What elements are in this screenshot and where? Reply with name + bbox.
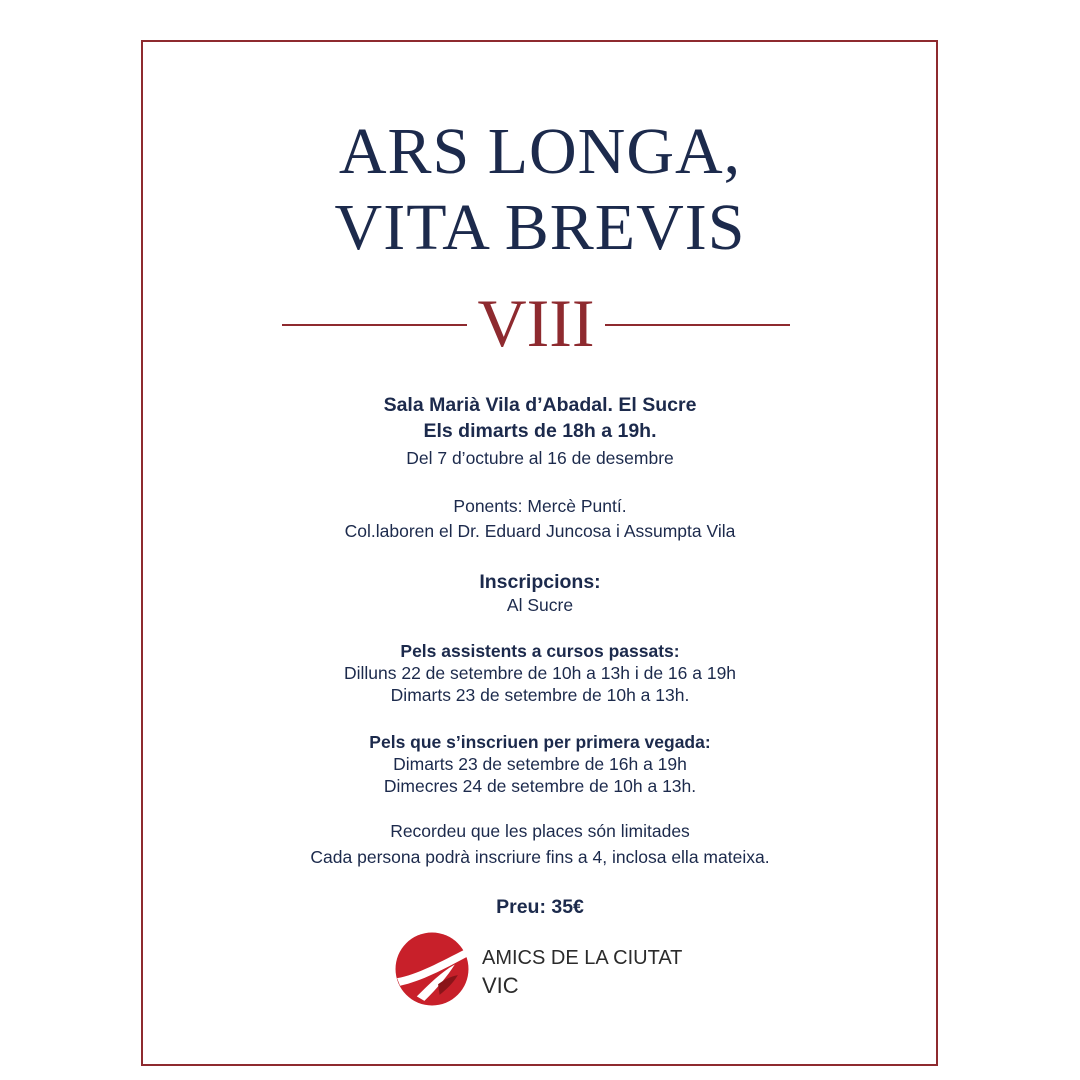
registration-location: Al Sucre (506, 595, 574, 615)
venue-schedule: Els dimarts de 18h a 19h. (423, 420, 657, 442)
venue-place: Sala Marià Vila d’Abadal. El Sucre (383, 394, 697, 416)
notes-line-1: Recordeu que les places són limitades (390, 821, 690, 841)
new-attendees-line-1: Dimarts 23 de setembre de 16h a 19h (393, 754, 687, 774)
registration-heading: Inscripcions: (479, 571, 601, 593)
title-line-2: VITA BREVIS (334, 191, 746, 264)
title-line-1: ARS LONGA, (338, 115, 742, 188)
past-attendees-line-1: Dilluns 22 de setembre de 10h a 13h i de 16 a 19h (343, 663, 737, 683)
past-attendees-heading: Pels assistents a cursos passats: (400, 641, 680, 661)
brand-name: AMICS DE LA CIUTAT (482, 947, 683, 969)
past-attendees-line-2: Dimarts 23 de setembre de 10h a 13h. (390, 685, 690, 705)
price-label: Preu: 35€ (496, 896, 584, 918)
new-attendees-line-2: Dimecres 24 de setembre de 10h a 13h. (383, 776, 697, 796)
collaborators-line: Col.laboren el Dr. Eduard Juncosa i Assumpta Vila (344, 521, 736, 541)
notes-line-2: Cada persona podrà inscriure fins a 4, inclosa ella mateixa. (310, 847, 770, 867)
new-attendees-heading: Pels que s’inscriuen per primera vegada: (369, 732, 711, 752)
edition-divider (282, 285, 790, 361)
brand-city: VIC (482, 973, 519, 998)
edition-numeral: VIII (477, 285, 595, 361)
amics-vic-logo-icon (394, 931, 470, 1007)
speakers-line: Ponents: Mercè Puntí. (453, 496, 627, 516)
divider-right-rule (605, 324, 790, 326)
venue-dates: Del 7 d’octubre al 16 de desembre (406, 448, 674, 468)
